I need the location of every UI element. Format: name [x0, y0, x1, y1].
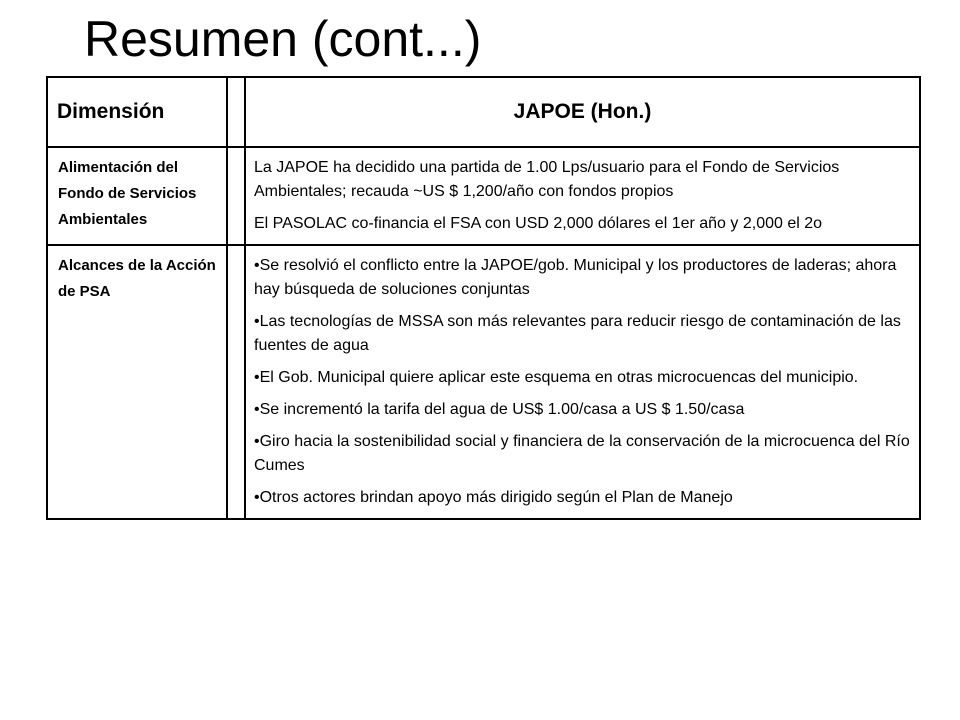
- table-row: [47, 245, 920, 519]
- header-spacer-cell: [227, 77, 245, 147]
- table-row: [47, 147, 920, 245]
- row-spacer-cell: [227, 245, 245, 519]
- row-spacer-cell: [227, 147, 245, 245]
- row-dimension-label: Alcances de la Acción de PSA: [47, 245, 227, 519]
- table-header-row: [47, 77, 920, 147]
- header-dimension: Dimensión: [47, 77, 227, 147]
- bullet-item: •Giro hacia la sostenibilidad social y financiera de la conservación de la microcuenca del Río Cumes: [254, 433, 910, 474]
- bullet-item: •Otros actores brindan apoyo más dirigido según el Plan de Manejo: [254, 489, 733, 506]
- paragraph: La JAPOE ha decidido una partida de 1.00 Lps/usuario para el Fondo de Servicios Ambientales; recauda ~US $ 1,200/año con fondos propios: [254, 159, 840, 200]
- bullet-item: •Las tecnologías de MSSA son más relevantes para reducir riesgo de contaminación de las fuentes de agua: [254, 313, 901, 354]
- row-description: [245, 245, 920, 519]
- row-dimension-label: Alimentación del Fondo de Servicios Ambientales: [47, 147, 227, 245]
- bullet-item: •Se resolvió el conflicto entre la JAPOE/gob. Municipal y los productores de laderas; ahora hay búsqueda de soluciones conjuntas: [254, 257, 897, 298]
- slide-title: Resumen (cont...): [84, 11, 482, 67]
- row-description: [245, 147, 920, 245]
- header-japoe: JAPOE (Hon.): [245, 77, 920, 147]
- bullet-item: •El Gob. Municipal quiere aplicar este esquema en otras microcuencas del municipio.: [254, 369, 859, 386]
- summary-table: [46, 76, 921, 520]
- paragraph: El PASOLAC co-financia el FSA con USD 2,000 dólares el 1er año y 2,000 el 2o: [254, 215, 823, 232]
- bullet-item: •Se incrementó la tarifa del agua de US$ 1.00/casa a US $ 1.50/casa: [254, 401, 745, 418]
